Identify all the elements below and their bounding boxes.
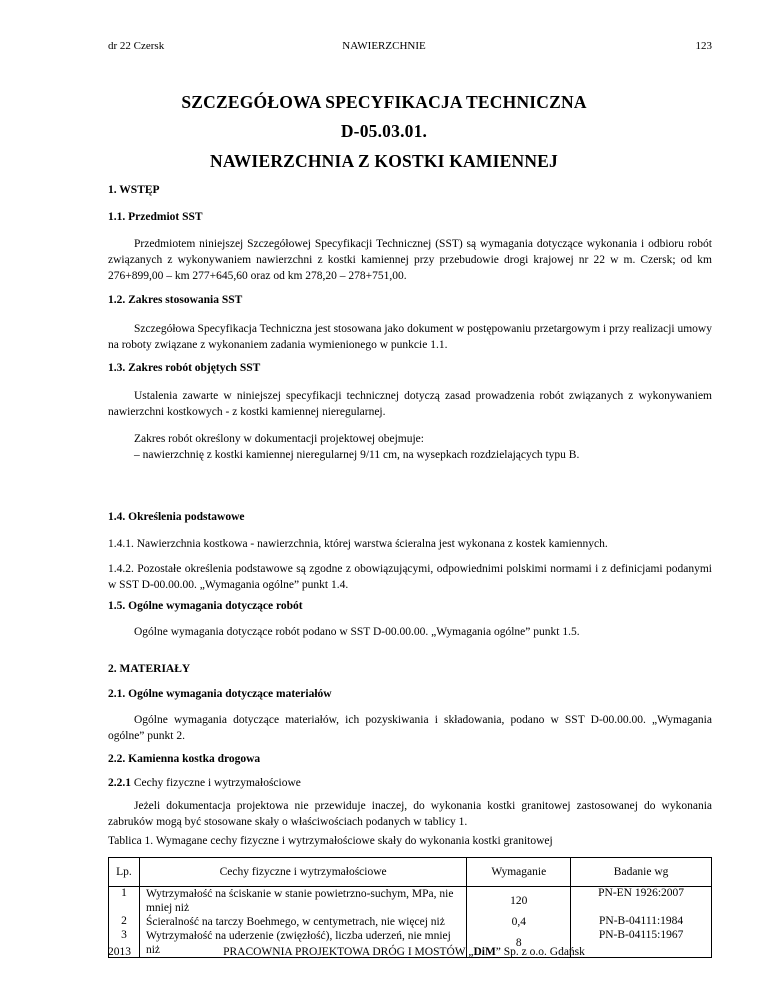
section-1-5-heading: 1.5. Ogólne wymagania dotyczące robót — [108, 600, 303, 612]
table-cell-property: Wytrzymałość na ściskanie w stanie powietrzno-suchym, MPa, nie mniej niż — [139, 887, 466, 916]
table-cell-test-standard: PN-B-04111:1984 — [571, 915, 712, 929]
section-2-2-1-text: Jeżeli dokumentacja projektowa nie przewiduje inaczej, do wykonania kostki granitowej zastosowanej do wykonania zabruków mogą być stosowane skały o właściwościach podanych w tablicy 1. — [108, 800, 712, 828]
document-subject: NAWIERZCHNIA Z KOSTKI KAMIENNEJ — [210, 151, 558, 171]
section-2-2-1-number: 2.2.1 — [108, 777, 131, 789]
table-cell-test-standard: PN-B-04115:1967 — [571, 929, 712, 958]
section-1-3-heading: 1.3. Zakres robót objętych SST — [108, 362, 261, 374]
section-1-1-text: Przedmiotem niniejszej Szczegółowej Specyfikacji Technicznej (SST) są wymagania dotyczące wykonania i odbioru robót związanych z wykonywaniem nawierzchni z kostki kamiennej przy przebudowie drogi krajowej nr 22 w m. Czersk; od km 276+899,00 – km 277+645,60 oraz od km 278,20 – 278+751,00. — [108, 238, 712, 282]
header-center: NAWIERZCHNIE — [342, 40, 426, 52]
section-1-1-heading: 1.1. Przedmiot SST — [108, 211, 203, 223]
section-1-heading: 1. WSTĘP — [108, 184, 160, 196]
section-1-4-heading: 1.4. Określenia podstawowe — [108, 511, 245, 523]
footer-org-name: DiM — [473, 946, 496, 958]
section-2-2-heading: 2.2. Kamienna kostka drogowa — [108, 753, 261, 765]
section-1-4-2-text: 1.4.2. Pozostałe określenia podstawowe są zgodne z obowiązującymi, odpowiednimi polskimi normami i z definicjami podanymi w SST D-00.00.00. „Wymagania ogólne” punkt 1.4. — [108, 563, 712, 591]
table-caption: Tablica 1. Wymagane cechy fizyczne i wytrzymałościowe skały do wykonania kostki granitowej — [108, 835, 553, 847]
footer-org-prefix: PRACOWNIA PROJEKTOWA DRÓG I MOSTÓW „ — [223, 946, 474, 958]
header-left: dr 22 Czersk — [108, 40, 165, 52]
table-header-row — [109, 858, 712, 887]
footer-organization — [0, 946, 768, 958]
properties-table — [108, 857, 712, 958]
section-1-3-text: Ustalenia zawarte w niniejszej specyfikacji technicznej dotyczą zasad prowadzenia robót związanych z wykonywaniem nawierzchni kostkowych - z kostki kamiennej nieregularnej. — [108, 390, 712, 418]
footer-year: 2013 — [108, 946, 131, 958]
section-1-5-text: Ogólne wymagania dotyczące robót podano w SST D-00.00.00. „Wymagania ogólne” punkt 1.5. — [134, 626, 580, 638]
section-2-2-1-title — [108, 775, 712, 791]
section-2-heading: 2. MATERIAŁY — [108, 663, 191, 675]
table-header-requirement: Wymaganie — [467, 858, 571, 887]
table-cell-property: Wytrzymałość na uderzenie (zwięzłość), liczba uderzeń, nie mniej niż — [139, 929, 466, 958]
table-row — [109, 915, 712, 929]
section-1-3-scope-intro: Zakres robót określony w dokumentacji projektowej obejmuje: — [134, 433, 424, 445]
table-header-test-standard: Badanie wg — [571, 858, 712, 887]
page-number: 123 — [695, 40, 712, 52]
section-2-1-heading: 2.1. Ogólne wymagania dotyczące materiałów — [108, 688, 332, 700]
table-cell-requirement: 0,4 — [467, 915, 571, 929]
table-row — [109, 887, 712, 916]
footer-org-suffix: ” Sp. z o.o. Gdańsk — [495, 946, 585, 958]
document-code: D-05.03.01. — [340, 121, 428, 141]
document-title: SZCZEGÓŁOWA SPECYFIKACJA TECHNICZNA — [181, 92, 587, 112]
section-2-2-1-label: Cechy fizyczne i wytrzymałościowe — [131, 777, 301, 789]
section-1-2-heading: 1.2. Zakres stosowania SST — [108, 294, 243, 306]
table-cell-property: Ścieralność na tarczy Boehmego, w centymetrach, nie więcej niż — [139, 915, 466, 929]
table-cell-lp: 2 — [109, 915, 140, 929]
table-cell-requirement: 8 — [467, 929, 571, 958]
section-2-1-text: Ogólne wymagania dotyczące materiałów, ich pozyskiwania i składowania, podano w SST D-00.00.00. „Wymagania ogólne” punkt 2. — [108, 714, 712, 742]
table-header-property: Cechy fizyczne i wytrzymałościowe — [139, 858, 466, 887]
section-1-2-text: Szczegółowa Specyfikacja Techniczna jest stosowana jako dokument w postępowaniu przetargowym i przy realizacji umowy na roboty związane z wykonaniem zadania wymienionego w punkcie 1.1. — [108, 323, 712, 351]
section-1-4-1-text: 1.4.1. Nawierzchnia kostkowa - nawierzchnia, której warstwa ścieralna jest wykonana z kostek kamiennych. — [108, 538, 608, 550]
table-cell-test-standard: PN-EN 1926:2007 — [571, 887, 712, 916]
table-cell-lp: 3 — [109, 929, 140, 958]
table-header-lp: Lp. — [109, 858, 140, 887]
table-cell-lp: 1 — [109, 887, 140, 916]
section-1-3-scope-item: – nawierzchnię z kostki kamiennej nieregularnej 9/11 cm, na wysepkach rozdzielających typu B. — [134, 449, 580, 461]
table-cell-requirement: 120 — [467, 887, 571, 916]
